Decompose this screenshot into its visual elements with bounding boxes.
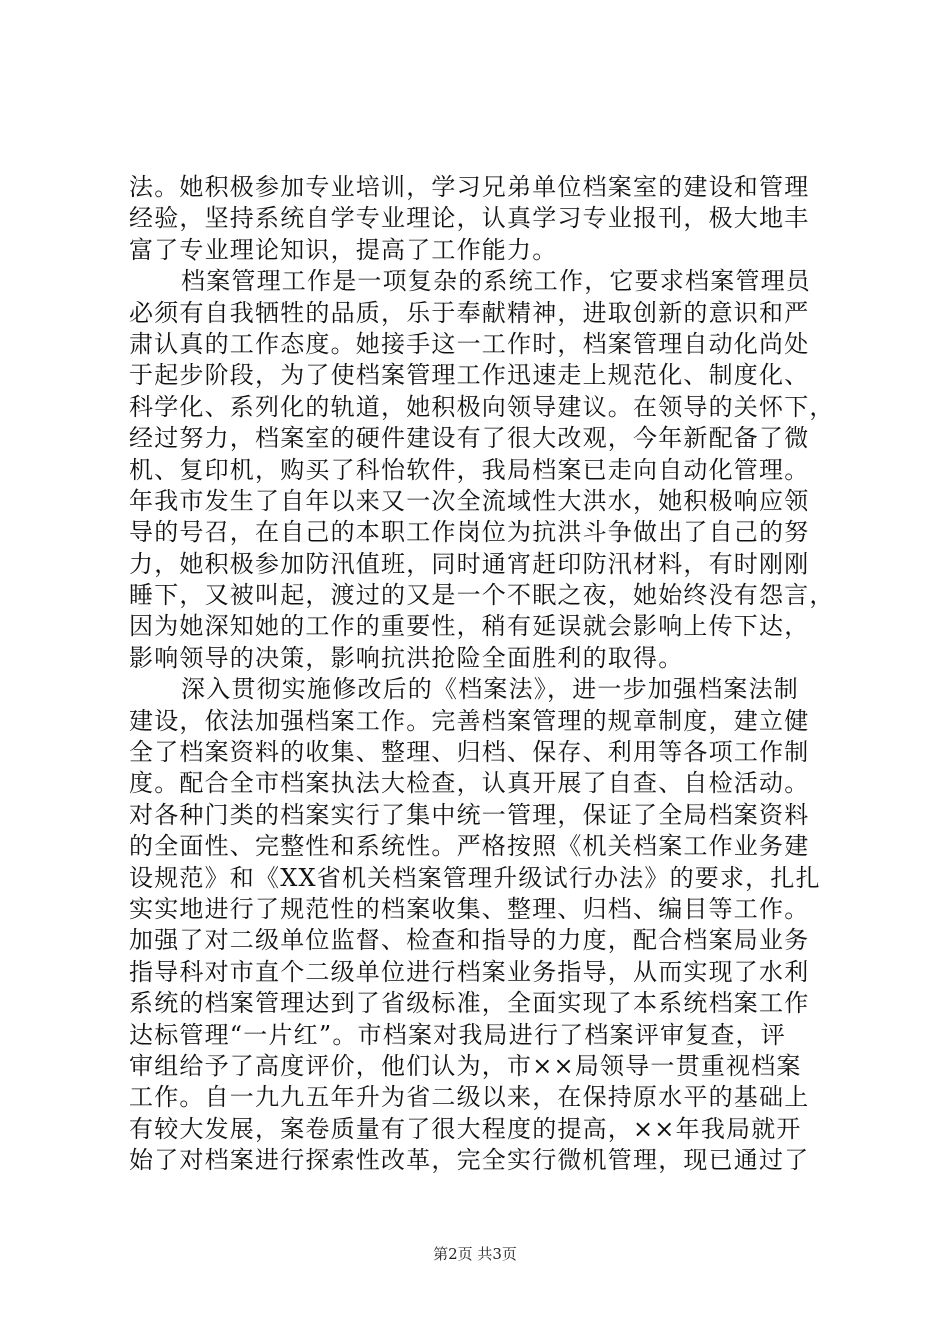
text-line: 建设，依法加强档案工作。完善档案管理的规章制度，建立健 (129, 706, 810, 735)
text-line: 科学化、系列化的轨道，她积极向领导建议。在领导的关怀下， (129, 392, 835, 421)
document-body (129, 172, 849, 1177)
text-line: 影响领导的决策，影响抗洪抢险全面胜利的取得。 (129, 643, 684, 672)
text-line: 的全面性、完整性和系统性。严格按照《机关档案工作业务建 (129, 832, 810, 861)
text-line: 肃认真的工作态度。她接手这一工作时，档案管理自动化尚处 (129, 329, 810, 358)
text-line: 度。配合全市档案执法大检查，认真开展了自查、自检活动。 (129, 769, 810, 798)
text-line: 系统的档案管理达到了省级标准，全面实现了本系统档案工作 (129, 989, 810, 1018)
text-line: 睡下，又被叫起，渡过的又是一个不眠之夜，她始终没有怨言， (129, 581, 835, 610)
text-line: 经过努力，档案室的硬件建设有了很大改观，今年新配备了微 (129, 424, 810, 453)
text-line: 机、复印机，购买了科怡软件，我局档案已走向自动化管理。 (129, 455, 810, 484)
text-line: 有较大发展，案卷质量有了很大程度的提高，××年我局就开 (129, 1114, 802, 1143)
text-line: 法。她积极参加专业培训，学习兄弟单位档案室的建设和管理 (129, 173, 810, 201)
text-line: 必须有自我牺牲的品质，乐于奉献精神，进取创新的意识和严 (129, 298, 810, 327)
text-line: 档案管理工作是一项复杂的系统工作，它要求档案管理员 (181, 267, 811, 296)
text-line: 因为她深知她的工作的重要性，稍有延误就会影响上传下达， (129, 612, 810, 641)
text-line: 经验，坚持系统自学专业理论，认真学习专业报刊，极大地丰 (129, 204, 810, 233)
text-line: 实实地进行了规范性的档案收集、整理、归档、编目等工作。 (129, 894, 810, 923)
text-line: 对各种门类的档案实行了集中统一管理，保证了全局档案资料 (129, 800, 810, 829)
text-line: 导的号召，在自己的本职工作岗位为抗洪斗争做出了自己的努 (129, 518, 810, 547)
page-footer: 第2页 共3页 (433, 1245, 517, 1263)
text-line: 达标管理“一片红”。市档案对我局进行了档案评审复查，评 (129, 1020, 786, 1049)
text-line: 工作。自一九九五年升为省二级以来，在保持原水平的基础上 (129, 1083, 810, 1112)
text-line: 全了档案资料的收集、整理、归档、保存、利用等各项工作制 (129, 738, 810, 767)
text-line: 审组给予了高度评价，他们认为，市××局领导一贯重视档案 (129, 1051, 802, 1080)
text-line: 深入贯彻实施修改后的《档案法》，进一步加强档案法制 (181, 675, 799, 704)
text-line: 富了专业理论知识，提高了工作能力。 (129, 235, 558, 264)
text-line: 于起步阶段，为了使档案管理工作迅速走上规范化、制度化、 (129, 361, 810, 390)
text-line: 始了对档案进行探索性改革，完全实行微机管理，现已通过了 (129, 1146, 810, 1175)
text-line: 加强了对二级单位监督、检查和指导的力度，配合档案局业务 (129, 926, 810, 955)
text-line: 年我市发生了自年以来又一次全流域性大洪水，她积极响应领 (129, 486, 810, 515)
text-line: 指导科对市直个二级单位进行档案业务指导，从而实现了水利 (129, 957, 810, 986)
text-line: 力，她积极参加防汛值班，同时通宵赶印防汛材料，有时刚刚 (129, 549, 810, 578)
text-line: 设规范》和《XX省机关档案管理升级试行办法》的要求，扎扎 (129, 863, 821, 892)
